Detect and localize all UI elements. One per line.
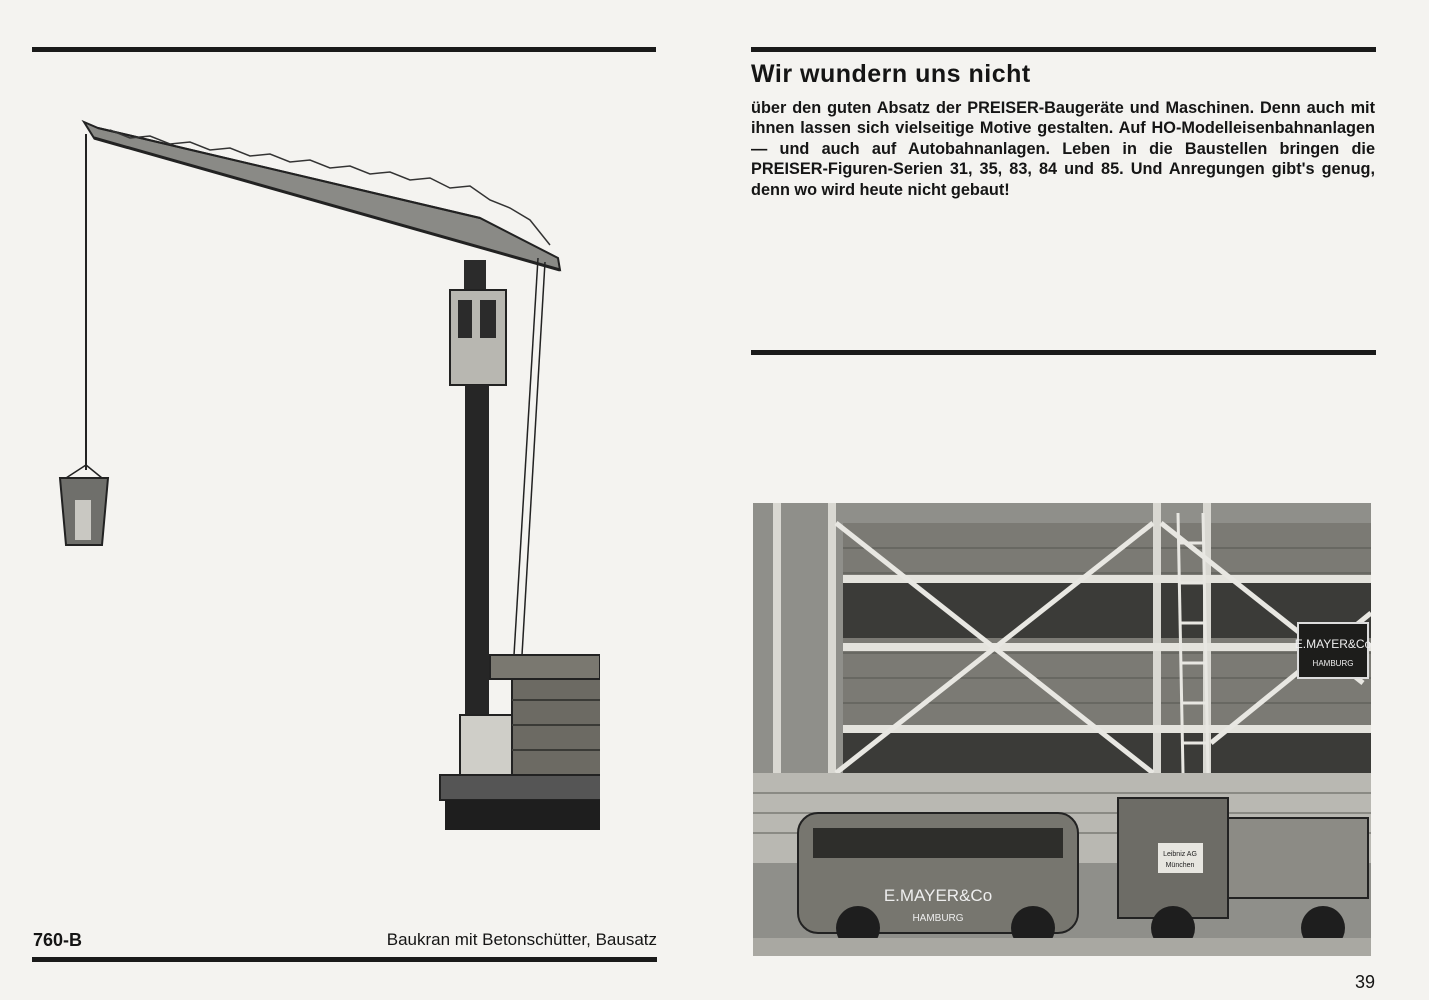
site-sign-line1: E.MAYER&Co (1294, 637, 1371, 651)
page-number: 39 (1355, 972, 1376, 992)
van-sign-line2: HAMBURG (912, 913, 964, 924)
article-headline: Wir wundern uns nicht (751, 60, 1031, 88)
article-body: über den guten Absatz der PREISER-Baugeräte und Maschinen. Denn auch mit ihnen lassen sich vielseitige Motive gestalten. Auf HO-Modelleisenbahnanlagen — und auch auf Autobahnanlagen. Leben in die Baustellen bringen die PREISER-Figuren-Serien 31, 35, 83, 84 und 85. Und Anregungen gibt's genug, denn wo wird heute nicht gebaut! (751, 99, 1375, 199)
bottom-rule-left (32, 957, 657, 962)
top-rule-left (32, 47, 656, 52)
site-sign-line2: HAMBURG (1312, 659, 1354, 668)
product-number: 760-B (33, 930, 83, 950)
middle-rule-right (751, 350, 1376, 355)
product-caption: Baukran mit Betonschütter, Bausatz (386, 930, 657, 949)
crane-product-photo (40, 110, 600, 840)
truck-sign-line1: Leibniz AG (1163, 851, 1197, 858)
van-sign-line1: E.MAYER&Co (883, 886, 993, 905)
top-rule-right (751, 47, 1376, 52)
construction-site-photo (753, 503, 1371, 956)
truck-sign-line2: München (1165, 862, 1195, 869)
